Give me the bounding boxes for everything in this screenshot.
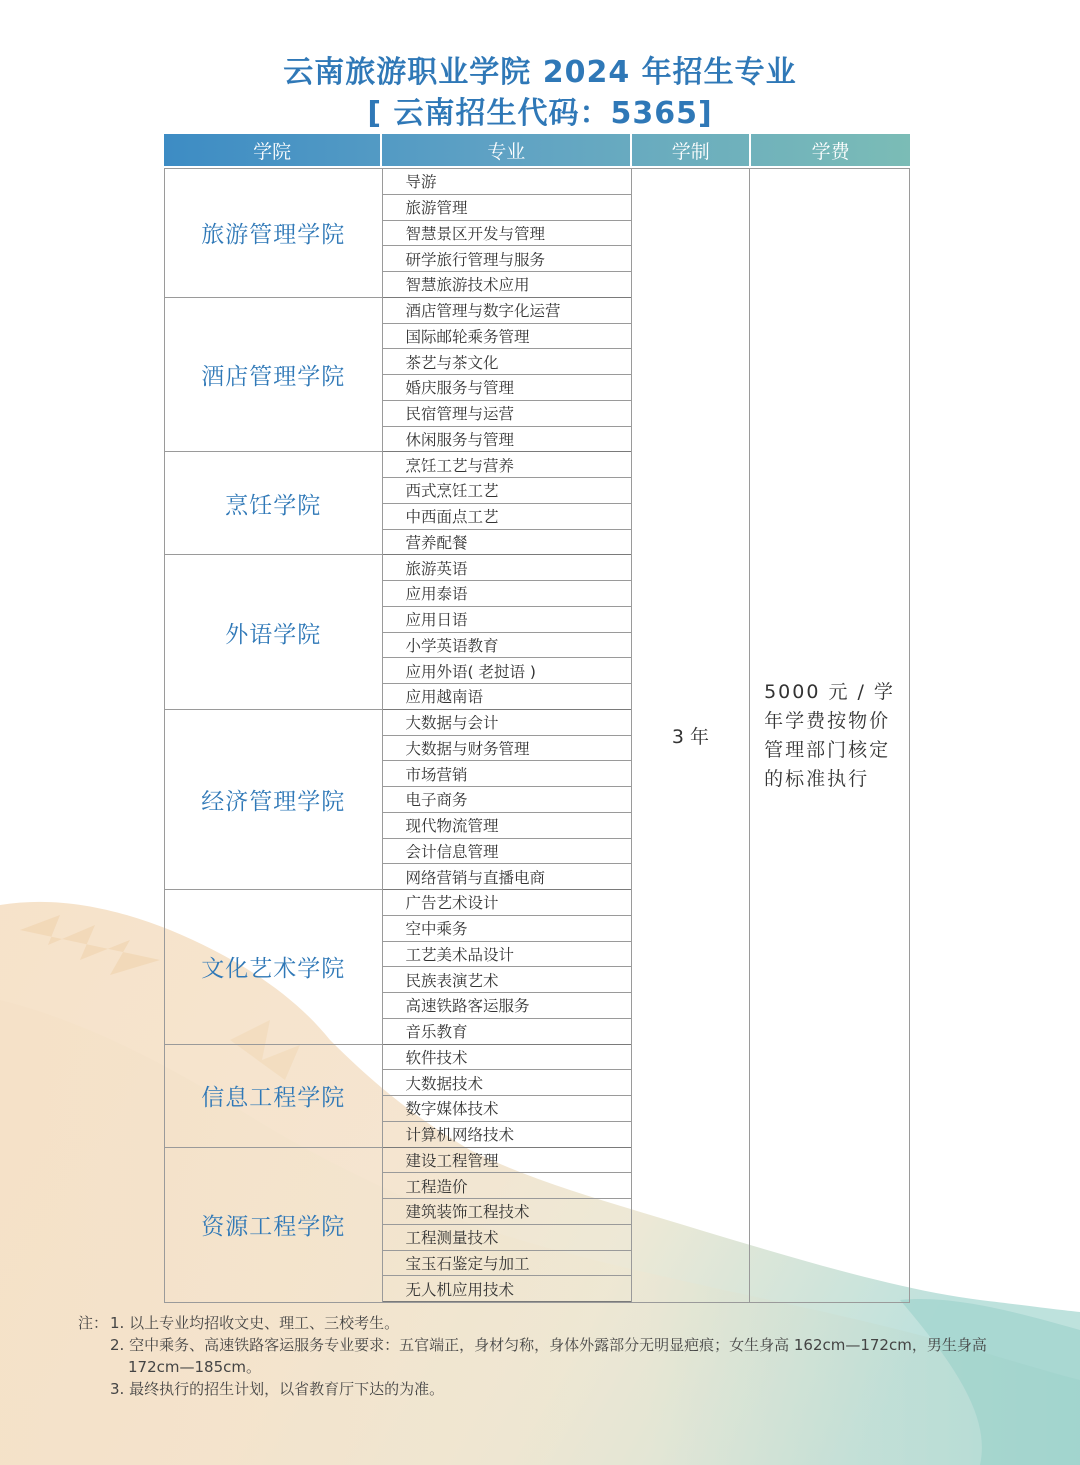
- major-row: 大数据与会计: [383, 710, 631, 736]
- college-name: 文化艺术学院: [201, 956, 346, 983]
- major-row: 导游: [383, 169, 631, 195]
- college-name: 资源工程学院: [201, 1214, 346, 1241]
- major-row: 应用越南语: [383, 684, 631, 710]
- major-row: 大数据与财务管理: [383, 736, 631, 762]
- major-row: 高速铁路客运服务: [383, 993, 631, 1019]
- college-cell: [165, 1045, 382, 1148]
- major-row: 工程造价: [383, 1173, 631, 1199]
- major-row: 空中乘务: [383, 916, 631, 942]
- major-row: 会计信息管理: [383, 839, 631, 865]
- note-text: 172cm—185cm。: [128, 1358, 261, 1376]
- fee-cell: [750, 169, 909, 1302]
- major-row: 工程测量技术: [383, 1225, 631, 1251]
- major-row: 音乐教育: [383, 1019, 631, 1045]
- major-row: 现代物流管理: [383, 813, 631, 839]
- major-row: 智慧景区开发与管理: [383, 221, 631, 247]
- major-row: 民宿管理与运营: [383, 401, 631, 427]
- college-cell: [165, 452, 382, 555]
- college-name: 经济管理学院: [201, 788, 346, 815]
- major-row: 数字媒体技术: [383, 1096, 631, 1122]
- note-3: [78, 1378, 1008, 1400]
- major-row: 应用泰语: [383, 581, 631, 607]
- major-row: 软件技术: [383, 1045, 631, 1071]
- college-cell: [165, 555, 382, 710]
- major-row: 婚庆服务与管理: [383, 375, 631, 401]
- major-row: 民族表演艺术: [383, 967, 631, 993]
- college-name: 外语学院: [225, 621, 322, 648]
- college-cell: [165, 1148, 382, 1303]
- major-row: 市场营销: [383, 761, 631, 787]
- major-row: 酒店管理与数字化运营: [383, 298, 631, 324]
- notes-prefix: 注：: [78, 1314, 109, 1332]
- table-body: [164, 168, 910, 1303]
- note-text: 2. 空中乘务、高速铁路客运服务专业要求：五官端正，身材匀称，身体外露部分无明显疤痕；女生身高 162cm—172cm，男生身高: [110, 1336, 987, 1354]
- major-row: 宝玉石鉴定与加工: [383, 1251, 631, 1277]
- college-cell: [165, 169, 382, 298]
- header-major: 专业: [382, 134, 632, 166]
- major-row: 应用外语( 老挝语 ): [383, 658, 631, 684]
- major-row: 营养配餐: [383, 530, 631, 556]
- major-row: 研学旅行管理与服务: [383, 246, 631, 272]
- major-row: 小学英语教育: [383, 633, 631, 659]
- major-row: 旅游英语: [383, 555, 631, 581]
- college-column: [165, 169, 383, 1302]
- note-1: [78, 1312, 1008, 1334]
- duration-value: 3 年: [671, 726, 710, 748]
- fee-value: 5000 元 / 学年学费按物价管理部门核定的标准执行: [764, 680, 895, 790]
- college-name: 信息工程学院: [201, 1085, 346, 1111]
- major-row: 国际邮轮乘务管理: [383, 324, 631, 350]
- major-row: 电子商务: [383, 787, 631, 813]
- college-name: 酒店管理学院: [201, 364, 346, 390]
- major-row: 广告艺术设计: [383, 890, 631, 916]
- major-row: 应用日语: [383, 607, 631, 633]
- college-cell: [165, 710, 382, 890]
- note-text: 3. 最终执行的招生计划，以省教育厅下达的为准。: [110, 1380, 445, 1398]
- header-fee: 学费: [811, 140, 850, 163]
- major-row: 智慧旅游技术应用: [383, 272, 631, 298]
- college-cell: [165, 298, 382, 453]
- enrollment-code: [ 云南招生代码：5365]: [367, 96, 713, 131]
- header-duration: 学制: [632, 134, 751, 166]
- notes-section: [78, 1312, 1008, 1400]
- major-row: 休闲服务与管理: [383, 427, 631, 453]
- page-title: 云南旅游职业学院 2024 年招生专业: [283, 55, 797, 90]
- major-row: 网络营销与直播电商: [383, 864, 631, 890]
- majors-table: [164, 134, 910, 1303]
- note-text: 1. 以上专业均招收文史、理工、三校考生。: [110, 1314, 400, 1332]
- major-row: 计算机网络技术: [383, 1122, 631, 1148]
- major-row: 中西面点工艺: [383, 504, 631, 530]
- table-header: [164, 134, 910, 166]
- college-name: 旅游管理学院: [201, 222, 346, 249]
- page-title-block: [0, 52, 1080, 134]
- duration-cell: [632, 169, 750, 1302]
- major-row: 建筑装饰工程技术: [383, 1199, 631, 1225]
- major-row: 无人机应用技术: [383, 1276, 631, 1302]
- major-row: 建设工程管理: [383, 1148, 631, 1174]
- major-row: 烹饪工艺与营养: [383, 452, 631, 478]
- note-2: [78, 1334, 1008, 1356]
- header-college: 学院: [164, 134, 382, 166]
- major-row: 西式烹饪工艺: [383, 478, 631, 504]
- college-cell: [165, 890, 382, 1045]
- major-row: 茶艺与茶文化: [383, 349, 631, 375]
- major-row: 旅游管理: [383, 195, 631, 221]
- college-name: 烹饪学院: [225, 492, 322, 519]
- note-2-continued: [78, 1356, 1008, 1378]
- major-row: 工艺美术品设计: [383, 942, 631, 968]
- major-column: [383, 169, 632, 1302]
- major-row: 大数据技术: [383, 1070, 631, 1096]
